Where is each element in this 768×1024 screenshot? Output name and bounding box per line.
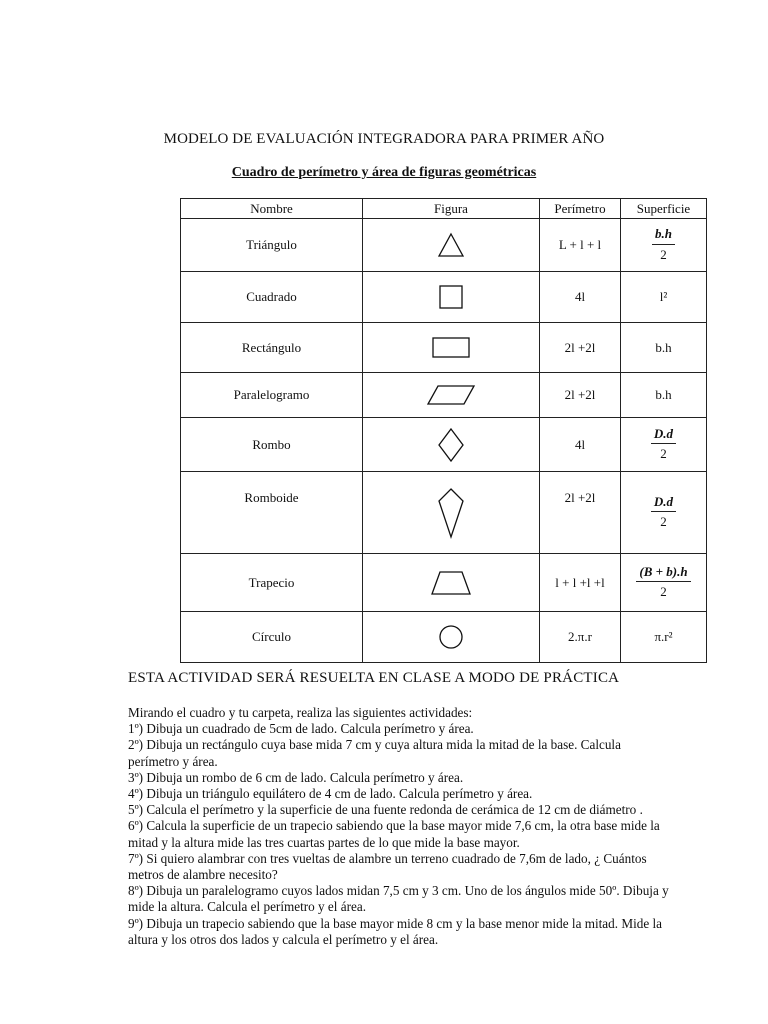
- shapes-table: [180, 198, 707, 663]
- row-name: Triángulo: [181, 219, 363, 272]
- activity-item: 2º) Dibuja un rectángulo cuya base mida 7 cm y cuya altura mida la mitad de la base. Calcula perímetro y área.: [128, 737, 621, 769]
- row-area: b.h: [621, 373, 707, 418]
- table-row: [181, 373, 707, 418]
- area-numerator: b.h: [652, 227, 675, 245]
- row-name: Paralelogramo: [181, 373, 363, 418]
- row-perimeter: 2l +2l: [540, 323, 621, 373]
- area-denominator: 2: [660, 514, 667, 530]
- triangle-icon: [436, 231, 466, 259]
- area-numerator: D.d: [651, 427, 676, 445]
- table-row: [181, 323, 707, 373]
- activity-item: 6º) Calcula la superficie de un trapecio sabiendo que la base mayor mide 7,6 cm, la otra base mide la mitad y la altura mide las tres cuartas partes de lo que mide la base mayor.: [128, 818, 660, 850]
- table-row: [181, 418, 707, 472]
- area-fraction: [651, 427, 676, 463]
- header-nombre: Nombre: [181, 199, 363, 219]
- kite-icon: [435, 486, 467, 540]
- row-figure: [363, 373, 540, 418]
- header-superficie: Superficie: [621, 199, 707, 219]
- activity-item: 9º) Dibuja un trapecio sabiendo que la base mayor mide 8 cm y la base menor mide la mitad. Mide la altura y los otros dos lados y calcula el perímetro y el área.: [128, 915, 662, 947]
- activity-item: 4º) Dibuja un triángulo equilátero de 4 cm de lado. Calcula perímetro y área.: [128, 786, 533, 802]
- row-area: [621, 219, 707, 272]
- row-area: l²: [621, 272, 707, 323]
- table-row: [181, 272, 707, 323]
- activity-item: 3º) Dibuja un rombo de 6 cm de lado. Calcula perímetro y área.: [128, 769, 464, 785]
- section-heading: ESTA ACTIVIDAD SERÁ RESUELTA EN CLASE A MODO DE PRÁCTICA: [128, 670, 620, 686]
- area-denominator: 2: [660, 246, 667, 262]
- area-fraction: [652, 227, 675, 263]
- area-numerator: D.d: [651, 495, 676, 513]
- row-figure: [363, 418, 540, 472]
- rhombus-icon: [436, 426, 466, 464]
- area-fraction: [651, 495, 676, 531]
- activity-item: 1º) Dibuja un cuadrado de 5cm de lado. Calcula perímetro y área.: [128, 721, 474, 737]
- parallelogram-icon: [425, 383, 477, 407]
- table-row: [181, 219, 707, 272]
- row-area: [621, 418, 707, 472]
- activity-item: 5º) Calcula el perímetro y la superficie de una fuente redonda de cerámica de 12 cm de diámetro .: [128, 802, 643, 818]
- activity-item: 8º) Dibuja un paralelogramo cuyos lados midan 7,5 cm y 3 cm. Uno de los ángulos mide 50º. Dibuja y mide la altura. Calcula el perímetro y el área.: [128, 883, 669, 915]
- row-name: Cuadrado: [181, 272, 363, 323]
- row-figure: [363, 472, 540, 554]
- row-name: Círculo: [181, 612, 363, 663]
- row-perimeter: 4l: [540, 418, 621, 472]
- activity-intro: Mirando el cuadro y tu carpeta, realiza las siguientes actividades:: [128, 705, 473, 720]
- row-perimeter: 4l: [540, 272, 621, 323]
- page-title: MODELO DE EVALUACIÓN INTEGRADORA PARA PRIMER AÑO: [163, 131, 605, 147]
- area-numerator: (B + b).h: [636, 565, 690, 583]
- table-title: Cuadro de perímetro y área de figuras geométricas: [231, 165, 537, 180]
- row-area: b.h: [621, 323, 707, 373]
- header-figura: Figura: [363, 199, 540, 219]
- table-row: [181, 472, 707, 554]
- row-area: π.r²: [621, 612, 707, 663]
- square-icon: [437, 284, 465, 310]
- activity-item: 7º) Si quiero alambrar con tres vueltas de alambre un terreno cuadrado de 7,6m de lado, ¿ Cuántos metros de alambre necesito?: [128, 850, 647, 883]
- rectangle-icon: [430, 335, 472, 361]
- row-name: Romboide: [181, 472, 363, 554]
- row-perimeter: l + l +l +l: [540, 554, 621, 612]
- area-denominator: 2: [660, 446, 667, 462]
- header-perimetro: Perímetro: [540, 199, 621, 219]
- row-area: [621, 554, 707, 612]
- row-figure: [363, 554, 540, 612]
- row-figure: [363, 612, 540, 663]
- area-fraction: [636, 565, 690, 601]
- trapezoid-icon: [429, 569, 473, 597]
- row-figure: [363, 219, 540, 272]
- row-figure: [363, 272, 540, 323]
- row-area: [621, 472, 707, 554]
- row-perimeter: L + l + l: [540, 219, 621, 272]
- table-row: [181, 554, 707, 612]
- row-perimeter: 2l +2l: [540, 373, 621, 418]
- table-row: [181, 612, 707, 663]
- row-perimeter: 2l +2l: [540, 472, 621, 554]
- table-header-row: [181, 199, 707, 219]
- row-name: Rectángulo: [181, 323, 363, 373]
- row-name: Trapecio: [181, 554, 363, 612]
- area-denominator: 2: [660, 584, 667, 600]
- row-name: Rombo: [181, 418, 363, 472]
- row-perimeter: 2.π.r: [540, 612, 621, 663]
- activity-list: [128, 705, 673, 948]
- circle-icon: [437, 623, 465, 651]
- row-figure: [363, 323, 540, 373]
